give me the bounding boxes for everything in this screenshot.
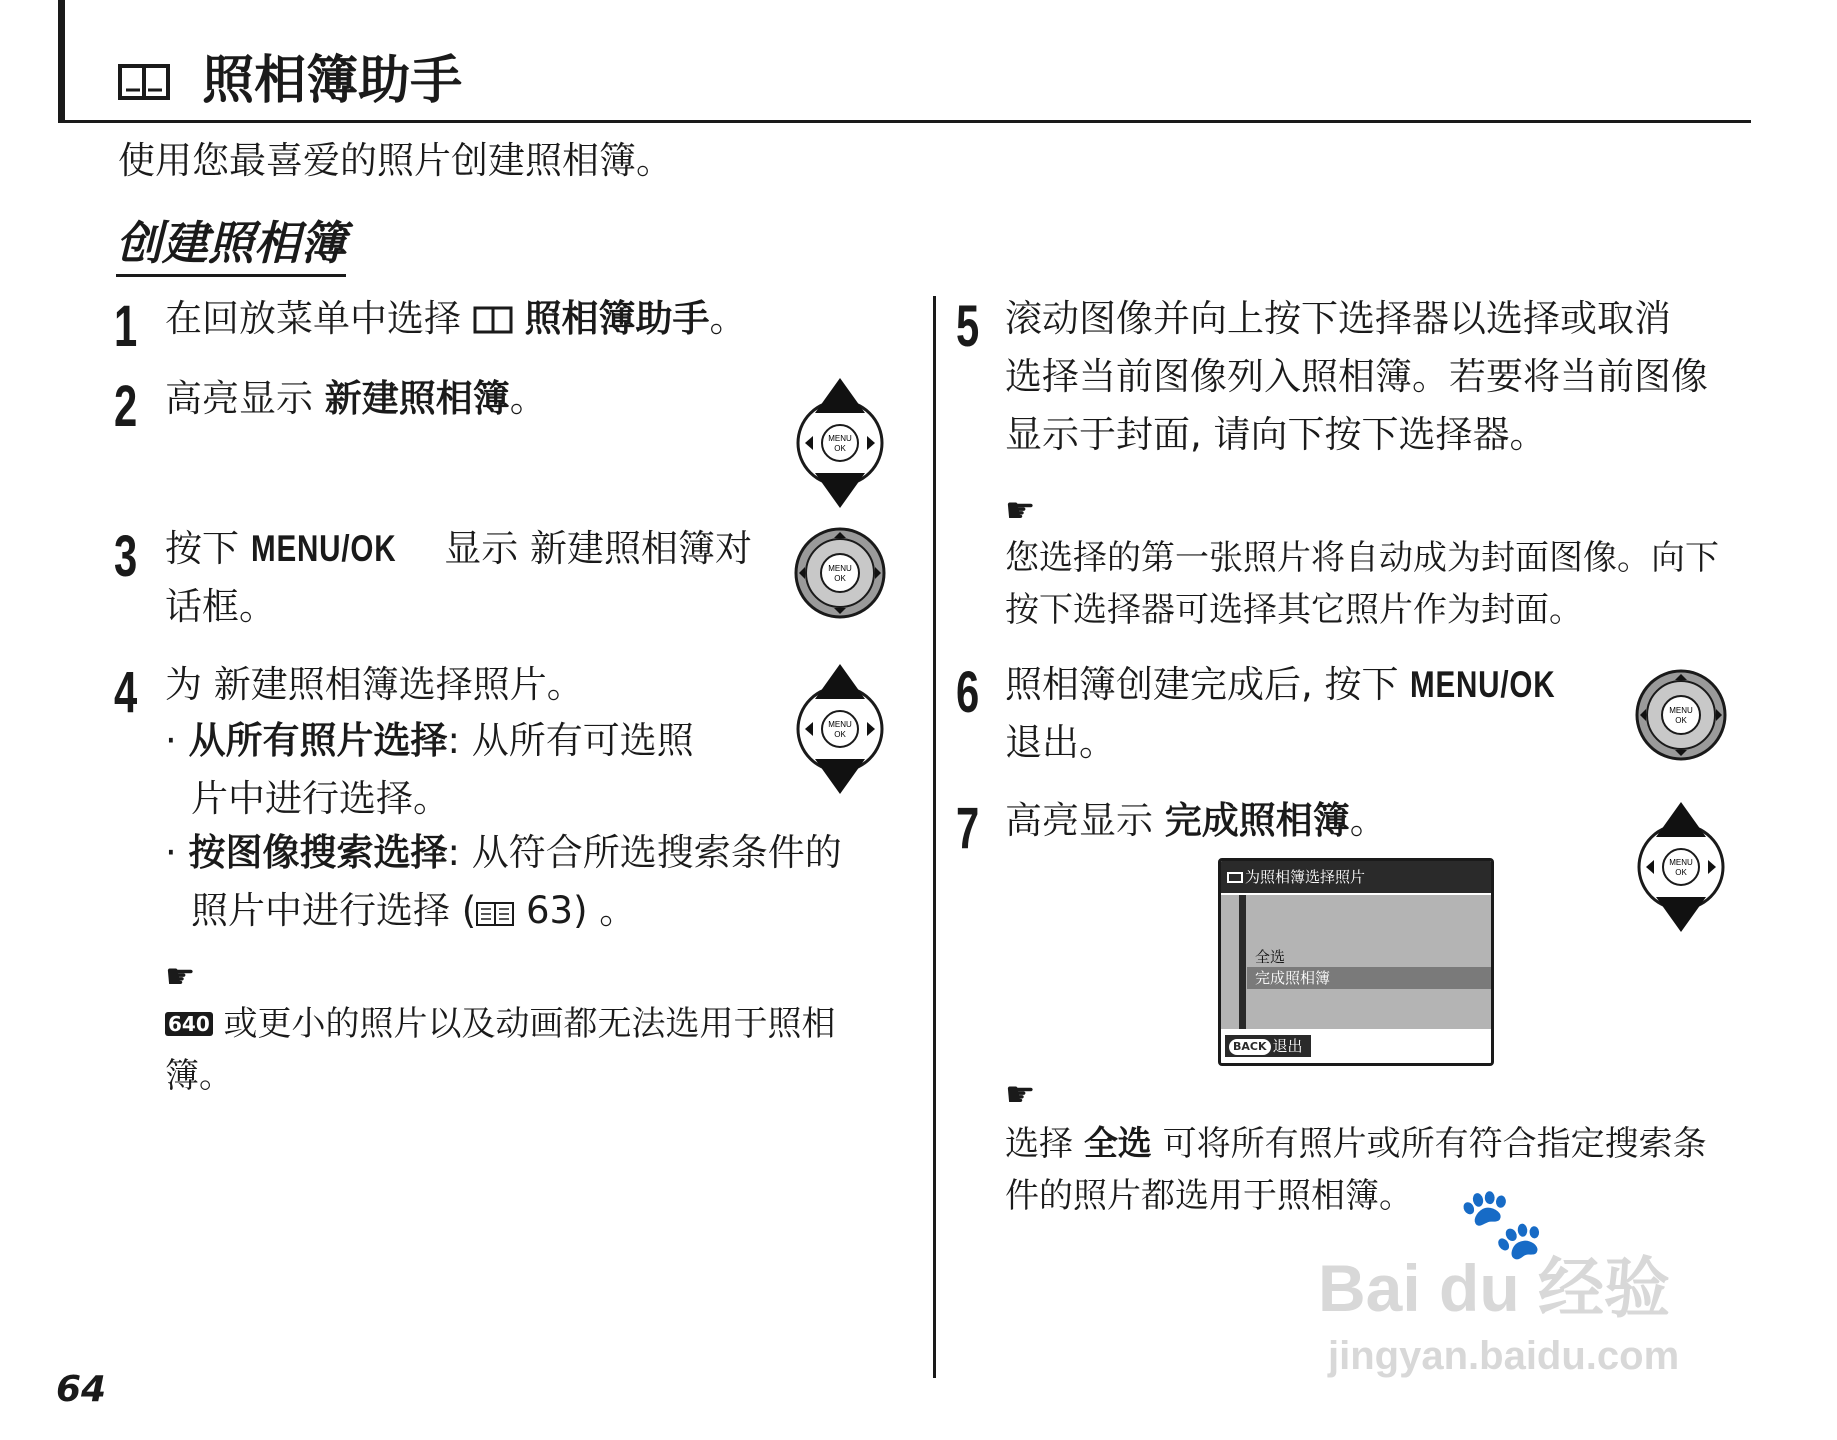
page-title-text: 照相簿助手 — [202, 51, 463, 111]
back-key: BACK — [1229, 1039, 1271, 1055]
screen-title: 为照相簿选择照片 — [1245, 868, 1366, 886]
step-3-line1-after: 显示 新建照相簿对 — [432, 527, 753, 570]
step-7-menu-item: 完成照相簿 — [1164, 799, 1350, 842]
pointing-hand-icon: ☛ — [165, 957, 196, 997]
step-5-number: 5 — [956, 294, 980, 359]
step-1-text — [165, 290, 747, 352]
step-6-line1-before: 照相簿创建完成后, 按下 — [1005, 663, 1411, 706]
page-title — [118, 46, 462, 120]
step-4-note-line2: 簿。 — [165, 1056, 233, 1096]
pad-label-ok: OK — [1675, 716, 1687, 725]
step-5-line3: 显示于封面, 请向下按下选择器。 — [1005, 413, 1547, 456]
screen-title-bar — [1221, 861, 1491, 893]
bullet-2-label: 按图像搜索选择 — [188, 831, 448, 874]
bullet-dot: · — [165, 719, 189, 762]
step-4-bullet-1 — [165, 712, 694, 828]
book-icon — [1227, 872, 1243, 883]
size-640-badge: 640 — [165, 1012, 213, 1036]
section-heading-text: 创建照相簿 — [116, 216, 346, 270]
bullet-1-line2: 片中进行选择。 — [191, 777, 450, 820]
page-ref-icon — [476, 886, 514, 944]
pad-label-menu: MENU — [828, 564, 852, 573]
step-1-text-after: 。 — [709, 297, 747, 340]
watermark-url: jingyan.baidu.com — [1328, 1334, 1680, 1378]
header-rule — [58, 120, 1751, 123]
step-2-number: 2 — [114, 374, 138, 439]
step-2-menu-item: 新建照相簿 — [324, 377, 510, 420]
bullet-1-line1: : 从所有可选照 — [447, 719, 694, 762]
step-4-note — [165, 998, 836, 1102]
selector-pad-press-icon — [793, 526, 887, 620]
bullet-dot: · — [165, 831, 189, 874]
selector-pad-up-down-icon — [793, 378, 887, 508]
screen-option-all[interactable]: 全选 — [1255, 948, 1286, 966]
step-4-number: 4 — [114, 660, 138, 725]
pad-label-menu: MENU — [828, 720, 852, 729]
screen-menu-area — [1221, 895, 1491, 1029]
step-1-text-before: 在回放菜单中选择 — [165, 297, 473, 340]
step-7-note-bold: 全选 — [1083, 1124, 1152, 1164]
screen-option-finish[interactable]: 完成照相簿 — [1255, 969, 1331, 987]
step-7-note-before: 选择 — [1005, 1124, 1084, 1164]
step-7-note-line2: 件的照片都选用于照相簿。 — [1005, 1176, 1413, 1216]
step-7-text-before: 高亮显示 — [1005, 799, 1165, 842]
bullet-2-line2-before: 照片中进行选择 ( — [191, 889, 477, 932]
page-number: 64 — [56, 1369, 107, 1410]
pointing-hand-icon: ☛ — [1005, 1075, 1036, 1115]
pad-label-ok: OK — [834, 444, 846, 453]
selector-pad-up-down-icon — [793, 664, 887, 794]
step-7-number: 7 — [956, 796, 980, 861]
watermark-brand: Bai du 经验 — [1318, 1251, 1671, 1325]
step-1-number: 1 — [114, 294, 138, 359]
pad-label-ok: OK — [834, 574, 846, 583]
screen-back-hint — [1225, 1035, 1311, 1057]
step-5-note-line1: 您选择的第一张照片将自动成为封面图像。向下 — [1005, 538, 1719, 578]
step-2-text-after: 。 — [509, 377, 547, 420]
step-3-text — [165, 520, 752, 636]
step-7-text — [1005, 792, 1387, 850]
pad-label-ok: OK — [1675, 868, 1687, 877]
pad-label-menu: MENU — [828, 434, 852, 443]
pad-label-ok: OK — [834, 730, 846, 739]
screen-footer — [1221, 1031, 1491, 1063]
camera-screen — [1218, 858, 1494, 1066]
step-6-number: 6 — [956, 660, 980, 725]
step-5-text — [1005, 290, 1708, 464]
pad-label-menu: MENU — [1669, 858, 1693, 867]
step-4-note-line1: 或更小的照片以及动画都无法选用于照相 — [212, 1004, 836, 1044]
menu-ok-key-label: MENU/OK — [1410, 664, 1556, 705]
selector-pad-up-down-icon — [1634, 802, 1728, 932]
header-left-bar — [58, 0, 65, 122]
step-5-note — [1005, 532, 1719, 636]
step-4-bullet-2 — [165, 824, 842, 944]
pointing-hand-icon: ☛ — [1005, 491, 1036, 531]
screen-left-bar — [1239, 895, 1246, 1029]
step-4-text: 为 新建照相簿选择照片。 — [165, 663, 584, 706]
step-1-menu-item: 照相簿助手 — [524, 297, 710, 340]
step-6-line2: 退出。 — [1005, 721, 1116, 764]
step-3-line2: 话框。 — [165, 585, 276, 628]
step-6-text — [1005, 656, 1592, 772]
bullet-2-page-ref: 63 — [525, 889, 574, 932]
bullet-1-label: 从所有照片选择 — [188, 719, 448, 762]
back-label: 退出 — [1272, 1037, 1303, 1055]
book-icon — [473, 294, 513, 352]
step-2-text — [165, 370, 547, 428]
step-3-line1-before: 按下 — [165, 527, 251, 570]
intro-text: 使用您最喜爱的照片创建照相簿。 — [118, 139, 673, 182]
step-5-line1: 滚动图像并向上按下选择器以选择或取消 — [1005, 297, 1671, 340]
watermark — [1318, 1182, 1758, 1388]
bullet-2-line2-after: ) 。 — [573, 889, 637, 932]
step-2-text-before: 高亮显示 — [165, 377, 325, 420]
book-icon — [118, 50, 170, 120]
pad-label-menu: MENU — [1669, 706, 1693, 715]
step-3-number: 3 — [114, 524, 138, 589]
section-heading — [116, 212, 346, 277]
selector-pad-press-icon — [1634, 668, 1728, 762]
paw-icon: 🐾 — [1458, 1182, 1546, 1264]
bullet-2-line1: : 从符合所选搜索条件的 — [447, 831, 842, 874]
step-7-note-line1-after: 可将所有照片或所有符合指定搜索条 — [1151, 1124, 1707, 1164]
step-5-line2: 选择当前图像列入照相簿。若要将当前图像 — [1005, 355, 1708, 398]
step-7-text-after: 。 — [1349, 799, 1387, 842]
step-5-note-line2: 按下选择器可选择其它照片作为封面。 — [1005, 590, 1583, 630]
column-divider — [933, 296, 936, 1378]
menu-ok-key-label: MENU/OK — [250, 528, 397, 569]
step-7-note — [1005, 1118, 1707, 1222]
